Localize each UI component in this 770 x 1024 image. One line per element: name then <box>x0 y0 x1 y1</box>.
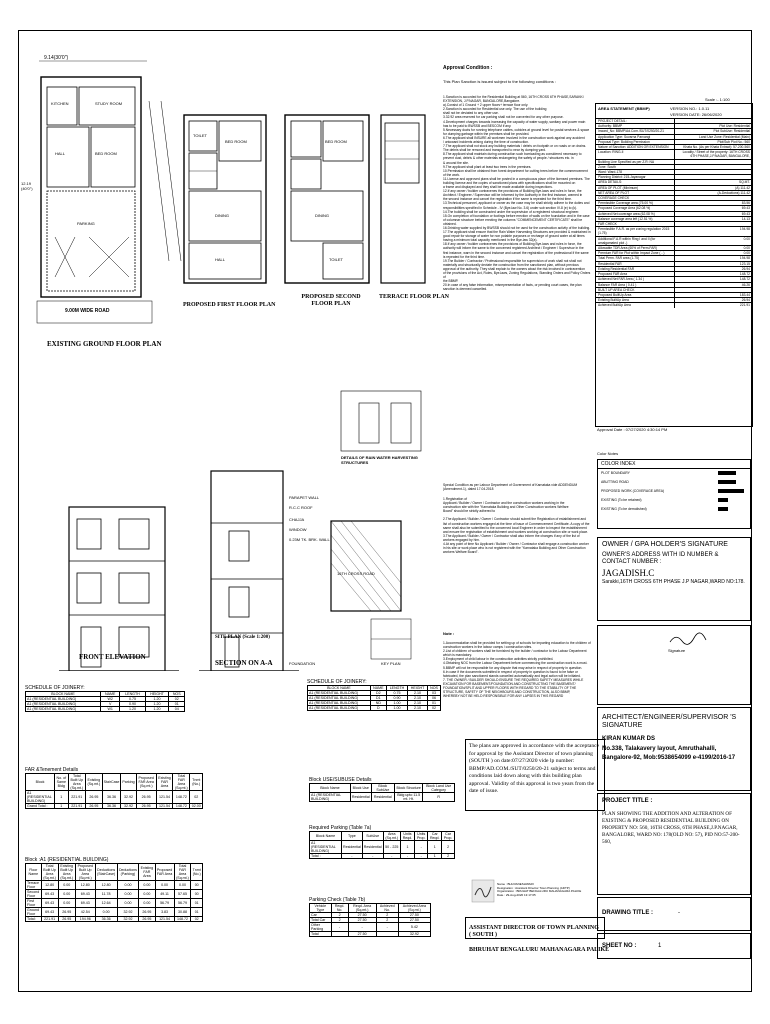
table-row: A1 (RESIDENTIAL BUILDING) D 1.00 2.10 02 <box>308 706 441 711</box>
approval-stamp <box>465 739 605 811</box>
section-a-a <box>199 471 299 671</box>
area-statement-row <box>596 174 752 179</box>
area-row-value: Locality / Street of the property: 16TH CROSS 6TH PHASE,J.P.NAGAR, BANGALORE, <box>682 150 750 159</box>
area-row-value: SQ.MT. <box>739 180 750 185</box>
table-row: Ground Floor 69.43 26.95 42.54 0.00 32.92 26.95 3.83 30.88 01 <box>26 908 203 917</box>
area-statement-row <box>596 128 752 133</box>
area-row-value: (A) 111.42 <box>735 185 750 190</box>
table-row: Total : - - - - - 1 2 <box>310 854 455 859</box>
color-index-label: COLOR INDEX <box>598 460 750 469</box>
area-row-value: 0.00 <box>743 246 750 251</box>
terrace-floor-plan <box>381 115 425 283</box>
area-statement-row <box>596 221 752 226</box>
area-row-value: 221.91 <box>739 303 750 308</box>
color-swatch <box>718 471 736 475</box>
area-statement-row <box>596 236 752 245</box>
area-row-value: 183.44 <box>739 292 750 297</box>
area-row-label: Permissible F.A.R. as per zoning regulation 2015 (1.75) <box>596 227 675 235</box>
first-floor-title: PROPOSED FIRST FLOOR PLAN <box>183 302 276 308</box>
block-a1-table: Floor Name Total Built Up Area (Sq.mt.) Existing Built Up Area (Sq.mt.) Proposed Built Up Area (Sq.mt.) Deductions (StairCase) Deductions (Parking) Existing FAR Area Proposed FAR Area Total FAR Area (Sq.mt.) Tnmt (No.) Terrace Floor 12.80 0.00 12.80 12.80 0.00 0.00 0.00 0.00 00 Second Floor 69.43 0.00 69.43 11.78 0.00 0.00 49.11 57.65 00 First Floor 69.43 0.00 69.43 12.64 0.00 0.00 56.79 56.79 01 Ground Floor 69.43 26.95 42.54 0.00 32.92 26.95 3.83 30.88 01 Total: 221.91 26.95 194.96 36.36 32.92 26.95 121.54 148.72 02 <box>27 864 201 921</box>
joinery-left-table: BLOCK NAME NAME LENGTH HEIGHT NOS A1 (RESIDENTIAL BUILDING) W2 0.75 1.20 02 A1 (RESIDENTIAL BUILDING) V 0.90 1.20 01 A1 (RESIDENTIAL BUILDING) W1 1.20 1.20 04 <box>25 691 185 712</box>
area-version-date: VERSION DATE: 26/06/2020 <box>670 112 722 117</box>
section-label-window: WINDOW <box>289 527 307 532</box>
sf-bedroom-label: BED ROOM <box>325 139 347 144</box>
architect-address: No.338, Talakavery layout, Amruthahalli, Bangalore-92, Mob:9538654099 e-4199/2016-17 <box>602 746 736 761</box>
color-swatch <box>718 480 736 484</box>
area-row-label: COVERAGE CHECK <box>596 196 675 200</box>
block-use-table: Block Name Block Use Block SubUse Block Structure Block Land Use Category A1 (RESIDENTIAL BUILDING) Residential Residential Bldg upto 11.5 mt. Ht. R <box>309 783 455 802</box>
area-statement-header: AREA STATEMENT (BBMP) <box>598 106 650 111</box>
area-row-value: Plot SubUse: Residential <box>713 129 750 134</box>
table-row: First Floor 69.43 0.00 69.43 12.64 0.00 0.00 56.79 56.79 01 <box>26 899 203 908</box>
area-statement-row <box>596 292 752 297</box>
area-row-label: Permissible Coverage area (75.00 %) <box>596 201 675 205</box>
digital-signature-text: Name : BHUVANESHWARI Designation : Assistant Director Town Planning (ADTP) Organization : BRUHAT BENGALURU MAHANAGARA PALIKE Date : 29-Aug-2020 13:17:05 <box>497 882 582 897</box>
owner-heading: OWNER / GPA HOLDER'S SIGNATURE <box>602 541 728 548</box>
area-statement-rows <box>596 118 752 308</box>
architect-name: KIRAN KUMAR DS <box>602 736 655 742</box>
area-row-value: (A-Deductions) 111.42 <box>717 190 750 195</box>
area-row-value <box>675 175 752 179</box>
approval-conditions-title: Approval Condition : <box>443 65 493 71</box>
block-use-title: Block USE/SUBUSE Details <box>309 777 372 783</box>
architect-heading: ARCHITECT/ENGINEER/SUPERVISOR 'S SIGNATURE <box>602 714 737 729</box>
area-statement-row <box>596 282 752 287</box>
ff-bedroom-label: BED ROOM <box>225 139 247 144</box>
area-row-label: Proposed Coverage Area (62.08 %) <box>596 206 675 210</box>
room-label-hall: HALL <box>55 151 66 156</box>
area-row-value: 0.00 <box>743 236 750 241</box>
ground-floor-title: EXISTING GROUND FLOOR PLAN <box>47 340 162 348</box>
area-row-label: BUILT UP AREA CHECK <box>596 288 675 292</box>
area-row-value <box>675 165 752 169</box>
area-statement-row <box>596 302 752 307</box>
color-notes-label: Color Notes <box>597 451 619 456</box>
area-row-label: Application Type: Suvarna Parvangi <box>596 135 675 139</box>
area-row-label: Balance coverage area left (12.51 %) <box>596 217 675 221</box>
area-statement-row <box>596 190 752 195</box>
far-tenement-title: FAR &Tenement Details <box>25 767 79 773</box>
area-statement-row <box>596 211 752 216</box>
architect-box <box>597 707 751 791</box>
color-index-label: EXISTING (To be retained) <box>601 498 642 502</box>
section-label-roof: R.C.C ROOF <box>289 505 313 510</box>
table-row: Grand Total : 1 221.91 26.95 36.36 32.92 26.95 121.54 148.72 02.00 <box>27 804 201 808</box>
drawing-title-value: - <box>678 910 680 916</box>
block-a1-title: Block :A1 (RESIDENTIAL BUILDING) <box>25 857 109 863</box>
rwh-title: DETAILS OF RAIN WATER HARVESTING STRUCTURES <box>341 455 418 465</box>
second-floor-title: PROPOSED SECOND FLOOR PLAN <box>301 294 361 307</box>
area-row-value: 69.43 <box>741 206 750 211</box>
table-row: A1 (RESIDENTIAL BUILDING) D2 0.75 2.10 03 <box>308 691 441 696</box>
area-row-value: 14.13 <box>741 216 750 221</box>
front-elevation-title: FRONT ELEVATION <box>79 653 146 661</box>
area-row-value: 194.98 <box>739 227 750 232</box>
area-row-label: PROJECT DETAIL : <box>596 119 675 123</box>
table-row: Terrace Floor 12.80 0.00 12.80 12.80 0.00 0.00 0.00 0.00 00 <box>26 881 203 890</box>
color-index-row <box>598 505 750 514</box>
joinery-left-title: SCHEDULE OF JOINERY: <box>25 685 85 691</box>
area-row-label: Zone: South <box>596 165 675 169</box>
area-row-value: 123.15 <box>739 261 750 266</box>
owner-signature-box <box>597 625 751 705</box>
area-row-label: Residential FAR <box>596 262 675 266</box>
area-row-label: Planning District: 215-Jayanagar <box>596 175 675 179</box>
color-swatch <box>718 489 744 493</box>
project-title-box <box>597 793 751 895</box>
table-row: A1 (RESIDENTIAL BUILDING) Residential Residential 50 - 225 1 - 1 2 <box>310 841 455 854</box>
color-index-row <box>598 469 750 478</box>
color-index-row <box>598 487 750 496</box>
ff-toilet-label: TOILET <box>193 133 207 138</box>
area-row-label: Premium FAR for Plot within Impact Zone ( - ) <box>596 251 675 255</box>
area-row-value: 26.94 <box>741 266 750 271</box>
sheet-no-label: SHEET NO : <box>602 943 637 949</box>
owner-box <box>597 537 751 621</box>
area-statement-row <box>596 139 752 144</box>
area-row-label: Ward: Ward-178 <box>596 170 675 174</box>
area-row-label: NET AREA OF PLOT <box>596 191 675 195</box>
site-road-label: 16TH CROSS ROAD <box>337 571 375 576</box>
area-row-value: Land Use Zone: Residential (Main) <box>699 134 750 139</box>
area-row-value: 0.00 <box>743 251 750 256</box>
area-statement-row <box>596 287 752 292</box>
area-version: VERSION NO.: 1.0.11 <box>670 106 710 111</box>
area-row-value: 83.56 <box>741 201 750 206</box>
room-label-study: STUDY ROOM <box>95 101 123 106</box>
site-plan-title: SITE PLAN (Scale 1:200) <box>215 635 270 640</box>
area-row-label: Existing Residential FAR <box>596 267 675 271</box>
site-plan <box>331 521 411 659</box>
road-label: 9.00M WIDE ROAD <box>65 308 110 314</box>
area-statement-row <box>596 179 752 184</box>
parking-check-table: Vehicle Type Reqd. No. Reqd. Area (Sq.mt.) Achieved No. Achieved Area (Sq.mt.) Car 2 27.50 2 27.50 Total Car 2 27.50 2 27.50 Other Parking - - - 5.42 Total 27.50 32.92 <box>309 903 431 937</box>
table-row: A1 (RESIDENTIAL BUILDING) Residential Residential Bldg upto 11.5 mt. Ht. R <box>310 793 455 802</box>
table-row: Second Floor 69.43 0.00 69.43 11.78 0.00 0.00 49.11 57.65 00 <box>26 890 203 899</box>
area-statement-row <box>596 216 752 221</box>
sf-dining-label: DINING <box>315 213 329 218</box>
area-row-label: Authority: BBMP <box>596 124 675 128</box>
color-index-label: PLOT BOUNDARY <box>601 471 630 475</box>
palike-label: BHRUHAT BENGALURU MAHANAGARA PALIKE <box>469 947 610 953</box>
owner-name: JAGADISH.C <box>602 568 655 578</box>
area-statement-row <box>596 250 752 255</box>
area-row-label: FAR CHECK <box>596 222 675 226</box>
section-label-foundation: FOUNDATION <box>289 661 316 666</box>
area-row-label: Total Perm. FAR area (1.75) <box>596 256 675 260</box>
area-statement-row <box>596 134 752 139</box>
scale-label: Scale :- 1:100 <box>705 97 730 102</box>
area-row-value: Khata No. (As per Khata Extract): 57-200-560 <box>683 145 750 150</box>
note-heading: Note : <box>443 631 455 636</box>
area-statement-row <box>596 195 752 200</box>
area-row-label: Achieved Net FAR Area ( 1.34 ) <box>596 277 675 281</box>
approval-date: Approval Date : 07/27/2020 4:30:14 PM <box>597 427 668 432</box>
required-parking-table: Block Name Type SubUse Area (Sq.mt.) Units Reqd. Units Prop. Car Reqd. Car Prop. A1 (RESIDENTIAL BUILDING) Residential Residential 50 - 225 1 - 1 2 Total : - - - - - 1 2 <box>309 831 455 859</box>
note-text: 1.Accommodation shall be provided for setting up of schools for imparting education to the children of construction workers in the labour camps / construction sites. 2.List of children of workers shall be furnished by the builder / contractor to the Labour Department which is mandatory. 3.Employment of child labour in the construction activities strictly prohibited. 4.Obtaining NOC from the Labour Department before commencing the construction work is a must. 5.BBMP will not be responsible for any dispute that may arise in respect of property in question. 6.In case if the documents submitted in respect of property in question is found to be false or fabricated, the plan sanctioned stands cancelled automatically and legal action will be initiated. 7. THE OWNER / BUILDER SHOULD ENSURE THE REQUIRED SAFETY MEASURES WHILE EXCAVATION FOR BASEMENT/FOUNDATION AND CONSTRUCTING THE BASEMENT/ FOUNDATION/SPLIT AND UPPER FLOORS WITH REGARD TO THE STABILITY OF THE STRUCTURE, SAFETY OF THE NEIGHBOURS AND CONSTRUCTION, ALSO BBMP, WHEREBY NOT BE HELD RESPONSIBLE FOR ANY LAPSES IN THIS REGARD <box>443 641 591 699</box>
color-swatch <box>718 507 728 511</box>
area-statement-row <box>596 164 752 169</box>
area-row-value <box>675 196 752 200</box>
table-row: A1 (RESIDENTIAL BUILDING) W2 0.75 1.20 02 <box>26 697 185 702</box>
area-row-label: Proposed FAR Area <box>596 272 675 276</box>
area-statement-row <box>596 261 752 266</box>
table-row: A1 (RESIDENTIAL BUILDING) W1 1.20 1.20 04 <box>26 707 185 712</box>
area-statement-row <box>596 200 752 205</box>
area-row-label: Inward_No: BBMP/Ad.Com./SUT/0250/20-21 <box>596 129 675 133</box>
front-elevation <box>59 507 179 671</box>
area-row-label: Existing BuiltUp Area <box>596 298 675 302</box>
area-row-value <box>675 222 752 226</box>
area-statement-row <box>596 118 752 123</box>
owner-signature <box>668 632 708 646</box>
section-title: SECTION ON A-A <box>215 659 273 667</box>
area-statement-row <box>596 266 752 271</box>
area-row-value: 148.72 <box>739 277 750 282</box>
approval-conditions-text: 1.Sanction is accorded for the Residential Building at 560, 16TH CROSS 6TH PHASE,SARAKKI EXTENSION, J.P.NAGAR, BANGALORE,Bangalore. a).Consist of 1 Ground + 2 upper floors+ terrace floor only. 2.Sanction is accorded for Residential use only. The use of the building shall not be deviated to any other use. 3.32.92 area reserved for car parking shall not be converted for any other purpose. 4.Development charges towards increasing the capacity of water supply, sanitary and power main has to be paid to BWSSB and BESCOM if any. 5.Necessary ducts for running telephone cables, cubicles at ground level for postal services & space for dumping garbage within the premises shall be provided. 6.The applicant shall INSURE all workmen involved in the construction work against any accident / untoward incidents arising during the time of construction. 7.The applicant shall not stock any building materials / debris on footpath or on roads or on drains. The debris shall be removed and transported to near by dumping yard. 8.The applicant shall maintain during construction such barricading as considered necessary to prevent dust, debris & other materials endangering the safety of people / structures etc. in & around the site. 9.The applicant shall plant at least two trees in the premises. 10.Permission shall be obtained from forest department for cutting trees before the commencement of the work. 11.License and approved plans shall be posted in a conspicuous place of the licensed premises. The building license and the copies of sanctioned plans with specifications shall be mounted on a frame and displayed and they shall be made available during inspections. 12.If any owner / builder contravenes the provisions of Building Bye-laws and rules in force, the Architect / Engineer / Supervisor will be informed by the Authority in the first instance, warned in the second instance and cancel the registration if the same is repeated for the third time. 13.Technical personnel, applicant or owner as the case may be shall strictly adhere to the duties and responsibilities specified in Schedule - IV (Bye-law No. 3.6) under sub section IV-8 (e) to (k). 14.The building shall be constructed under the supervision of a registered structural engineer. 15.On completion of foundation or footings before erection of walls on the foundation and in the case of columnar structure before erecting the columns "COMMENCEMENT CERTIFICATE" shall be obtained. 16.Drinking water supplied by BWSSB should not be used for the construction activity of the building. 17.The applicant shall ensure that the Rain Water Harvesting Structures are provided & maintained in good repair for storage of water for non potable purposes or recharge of ground water at all times having a minimum total capacity mentioned in the Bye-law 32(a). 18.If any owner / builder contravenes the provisions of Building Bye-laws and rules in force, the authority will inform the same to the concerned registered Architect / Engineer / Supervisor in the first instance, warn in the second instance and cancel the registration of the professional if the same is repeated for the third time. 19.The Builder / Contractor / Professional responsible for supervision of work shall not shall not materially and structurally deviate the construction from the sanctioned plan, without previous approval of the authority. They shall explain to the owners about the risk involved in contravention of the provisions of the Act, Rules, Bye-laws, Zoning Regulations, Standing Orders and Policy Orders of the BBMP. 20.In case of any false information, misrepresentation of facts, or pending court cases, the plan sanction is deemed cancelled. <box>443 95 591 292</box>
table-row: Car 2 27.50 2 27.50 <box>310 913 431 918</box>
area-row-label: Proposed BuiltUp Area <box>596 293 675 297</box>
digital-signature-mark <box>471 879 495 903</box>
area-row-value <box>675 170 752 174</box>
area-statement-row <box>596 144 752 149</box>
area-statement-row <box>596 169 752 174</box>
area-row-label: Nature of Sanction: ADDITION OR EXTENSION <box>596 145 675 149</box>
parking-check-title: Parking Check (Table 7b) <box>309 897 366 903</box>
rainwater-harvesting-detail <box>341 391 421 451</box>
key-plan-label: KEY PLAN <box>381 661 401 666</box>
room-label-kitchen: KITCHEN <box>51 101 69 106</box>
joinery-right-table: BLOCK NAME NAME LENGTH HEIGHT NOS A1 (RESIDENTIAL BUILDING) D2 0.75 2.10 03 A1 (RESIDENTIAL BUILDING) D1 0.90 2.10 06 A1 (RESIDENTIAL BUILDING) ND 1.00 2.10 01 A1 (RESIDENTIAL BUILDING) D 1.00 2.10 02 <box>307 685 441 711</box>
area-row-value: 148.72 <box>739 272 750 277</box>
sheet-no-value: 1 <box>658 943 662 949</box>
adtp-box <box>465 917 605 939</box>
ff-dining-label: DINING <box>215 213 229 218</box>
color-index-label: PROPOSED WORK (COVERAGE AREA) <box>601 489 665 493</box>
section-label-wall: 0.23M TK. BRK. WALL <box>289 537 330 542</box>
area-statement-row <box>596 205 752 210</box>
drawing-title-label: DRAWING TITLE : <box>602 910 653 916</box>
table-row: A1 (RESIDENTIAL BUILDING) V 0.90 1.20 01 <box>26 702 185 707</box>
section-label-parapet: PARAPET WALL <box>289 495 320 500</box>
room-label-bedroom: BED ROOM <box>95 151 117 156</box>
approval-intro: This Plan Sanction is issued subject to the following conditions : <box>443 79 556 84</box>
area-row-label: AREA DETAILS: <box>596 180 675 184</box>
required-parking-title: Required Parking (Table 7a) <box>309 825 372 831</box>
area-statement-row <box>596 245 752 250</box>
color-index-rows <box>598 469 750 514</box>
area-statement-row <box>596 271 752 276</box>
table-row: A1 (RESIDENTIAL BUILDING) 1 221.91 26.95 36.36 32.92 26.95 121.54 148.72 02 <box>26 791 203 804</box>
area-row-value: Plot/Sub Plot No.: 560 <box>717 139 750 144</box>
area-statement-row <box>596 123 752 128</box>
color-index-row <box>598 496 750 505</box>
table-row: A1 (RESIDENTIAL BUILDING) D1 0.90 2.10 06 <box>308 696 441 701</box>
sheet-no-box <box>597 933 751 959</box>
adtp-label: ASSISTANT DIRECTOR OF TOWN PLANNING ( SOUTH ) <box>469 925 599 938</box>
color-swatch <box>718 498 728 502</box>
area-row-label: Allowable TDR Area (60% of Perm.FAR) <box>596 246 675 250</box>
area-row-label: Additional F.A.R within Ring I and II (for amalgamated plot -) <box>596 237 675 245</box>
joinery-right-title: SCHEDULE OF JOINERY: <box>307 679 367 685</box>
drawing-title-box <box>597 897 751 931</box>
table-row: Total 27.50 32.92 <box>310 932 431 937</box>
area-row-label: AREA OF PLOT (Minimum) <box>596 186 675 190</box>
terrace-title: TERRACE FLOOR PLAN <box>379 294 450 300</box>
owner-address: Sarakki,16TH CROSS 6TH PHASE J.P NAGAR,WARD NO:178. <box>602 579 745 585</box>
color-index-label: ABUTTING ROAD <box>601 480 629 484</box>
area-statement-row <box>596 149 752 158</box>
area-row-value: 194.98 <box>739 256 750 261</box>
owner-address-heading: OWNER'S ADDRESS WITH ID NUMBER & CONTACT NUMBER : <box>602 552 719 565</box>
area-statement-row <box>596 159 752 164</box>
area-row-value: Plot Use: Residential <box>719 124 750 129</box>
area-row-value <box>675 160 752 164</box>
area-row-label: Achieved BuiltUp Area <box>596 303 675 307</box>
sf-toilet-label: TOILET <box>329 257 343 262</box>
area-statement-row <box>596 297 752 302</box>
area-row-value <box>675 288 752 292</box>
area-statement-row <box>596 255 752 260</box>
section-label-chajja: CHAJJA <box>289 517 305 522</box>
approval-stamp-text: The plans are approved in accordance with the acceptance for approval by the Assistant Director of town planning (SOUTH ) on date:07/27/2020 vide lp number: BBMP/AD.COM./SUT/0250/20-21 subject to terms and conditions laid down along with this building plan approval. Validity of this approval is two years from the date of issue. <box>469 743 600 794</box>
table-row: Total: 221.91 26.95 194.96 36.36 32.92 26.95 121.54 148.72 02 <box>26 917 203 922</box>
area-statement-row <box>596 185 752 190</box>
color-index-label: EXISTING (To be demolished) <box>601 507 647 511</box>
area-row-label: Building Line Specified as per Z.R: NA <box>596 160 675 164</box>
table-row: Total Car 2 27.50 2 27.50 <box>310 918 431 923</box>
project-title-text: PLAN SHOWING THE ADDITION AND ALTERATION OF EXISTING & PROPOSED RESIDENTIAL BUILDING ON PROPERTY NO: 560, 16TH CROSS, 6TH PHASE,J.P.NAGAR, BANGALORE, WARD NO: 178(OLD NO: 57), PID NO:57-200-560, <box>602 811 740 845</box>
signature-caption: Signature <box>668 648 686 653</box>
far-tenement-table: Block No. of Same Bldg Total Built Up Area (Sq.mt.) Existing (Sq.mt.) StairCase Parking Proposed FAR Area (Sq.mt.) Existing FAR Area Total FAR Area (Sq.mt.) Tnmt (No.) A1 (RESIDENTIAL BUILDING) 1 221.91 26.95 36.36 32.92 26.95 121.54 148.72 02 Grand Total : 1 221.91 26.95 36.36 32.92 26.95 121.54 148.72 02.00 <box>27 774 201 808</box>
area-row-value: 46.26 <box>741 282 750 287</box>
color-index-row <box>598 478 750 487</box>
area-statement-row <box>596 226 752 235</box>
table-row: A1 (RESIDENTIAL BUILDING) ND 1.00 2.10 01 <box>308 701 441 706</box>
area-statement-row <box>596 276 752 281</box>
drawing-sheet <box>18 30 752 992</box>
table-row: Other Parking - - - 5.42 <box>310 923 431 932</box>
area-row-value <box>675 119 752 123</box>
labour-dept-text: 1.Registration of Applicant / Builder / Owner / Contractor and the construction workers working in the construction site with the "Karnataka Building and Other Construction workers Welfare Board" should be strictly adhered to 2.The Applicant / Builder / Owner / Contractor should submit the Registration of establishment and list of construction workers engaged at the time of issue of Commencement Certificate. A copy of the same shall also be submitted to the concerned local Engineer in order to inspect the establishment and ensure the registration of establishment and workers working at construction site or work place. 3.The Applicant / Builder / Owner / Contractor shall also inform the changes if any of the list of workers engaged by him. 4.At any point of time No Applicant / Builder / Owner / Contractor shall engage a construction worker in his site or work place who is not registered with the "Karnataka Building and Other Construction workers Welfare Board". <box>443 497 590 555</box>
area-row-label: Achieved Net coverage area (62.08 %) <box>596 212 675 216</box>
area-row-label: Proposal Type: Building Permission <box>596 140 675 144</box>
area-row-value: 69.43 <box>741 211 750 216</box>
ff-hall-label: HALL <box>215 257 226 262</box>
overall-width-dim: 9.14(30'0") <box>44 55 69 61</box>
area-statement-box <box>595 103 753 427</box>
area-row-label: Location: RING-II <box>596 150 675 158</box>
area-row-label: Balance FAR Area ( 0.41 ) <box>596 283 675 287</box>
project-title-label: PROJECT TITLE : <box>602 798 653 804</box>
room-label-parking: PARKING <box>77 221 95 226</box>
area-row-value: 26.94 <box>741 298 750 303</box>
color-index-box <box>597 459 751 529</box>
depth-dim: 12.19 (40'0") <box>21 181 33 191</box>
labour-dept-heading: Special Condition as per Labour Department of Government of Karnataka vide ADDENDUM (Amendment-1), dated 17.04.2018 <box>443 483 578 491</box>
